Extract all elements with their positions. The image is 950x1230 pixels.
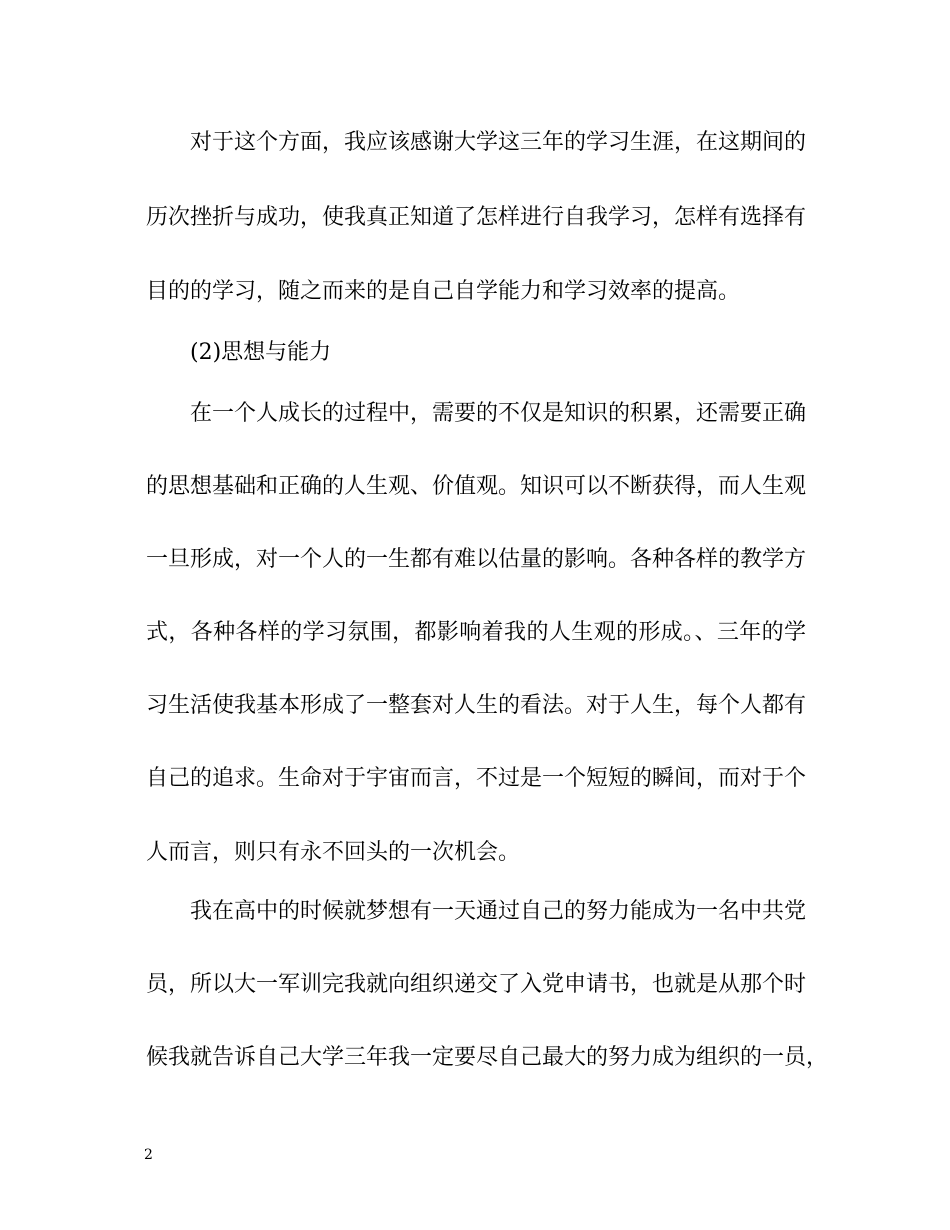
paragraph-2-line-5: 习生活使我基本形成了一整套对人生的看法。对于人生，每个人都有 [146, 693, 807, 718]
paragraph-2-line-4: 式，各种各样的学习氛围，都影响着我的人生观的形成。、三年的学 [146, 620, 806, 645]
paragraph-3-line-1: 我在高中的时候就梦想有一天通过自己的努力能成为一名中共党 [190, 899, 807, 924]
paragraph-2-line-2: 的思想基础和正确的人生观、价值观。知识可以不断获得，而人生观 [146, 474, 807, 499]
paragraph-2-line-6: 自己的追求。生命对于宇宙而言，不过是一个短短的瞬间，而对于个 [146, 766, 807, 791]
paragraph-1-line-2: 历次挫折与成功，使我真正知道了怎样进行自我学习，怎样有选择有 [146, 205, 807, 230]
paragraph-3-line-3: 候我就告诉自己大学三年我一定要尽自己最大的努力成为组织的一员， [146, 1045, 829, 1070]
paragraph-2-line-7: 人而言，则只有永不回头的一次机会。 [146, 840, 521, 865]
paragraph-1-line-3: 目的的学习，随之而来的是自己自学能力和学习效率的提高。 [146, 279, 741, 304]
page-number: 2 [144, 1147, 153, 1163]
paragraph-1-line-1: 对于这个方面，我应该感谢大学这三年的学习生涯，在这期间的 [190, 130, 807, 155]
paragraph-2-line-1: 在一个人成长的过程中，需要的不仅是知识的积累，还需要正确 [190, 401, 807, 426]
paragraph-3-line-2: 员，所以大一军训完我就向组织递交了入党申请书，也就是从那个时 [146, 972, 807, 997]
section-heading: (2)思想与能力 [190, 340, 332, 365]
paragraph-2-line-3: 一旦形成，对一个人的一生都有难以估量的影响。各种各样的教学方 [146, 547, 807, 572]
